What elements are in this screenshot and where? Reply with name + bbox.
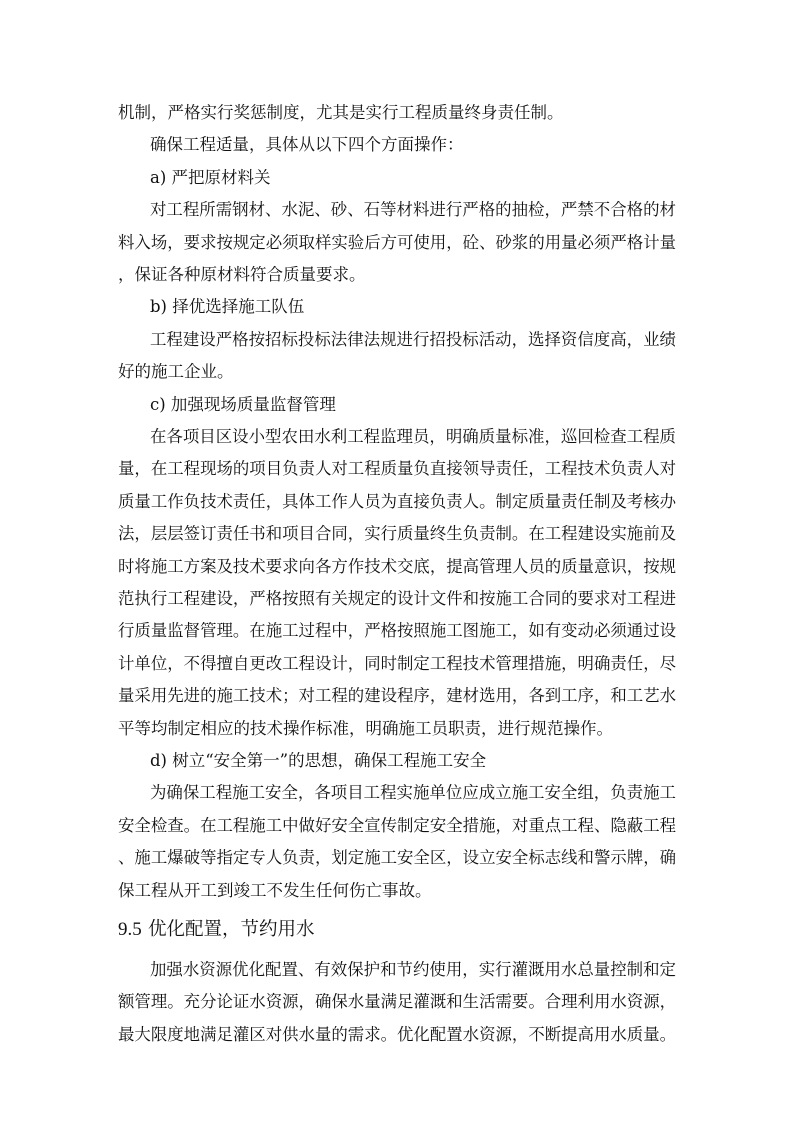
line-text: ，保证各种原材料符合质量要求。 [118,265,366,284]
body-line [0,811,793,841]
body-line [0,843,793,873]
body-line [0,778,793,808]
line-text: 计单位，不得擅自更改工程设计，同时制定工程技术管理措施，明确责任，尽 [118,654,677,673]
section-title: 优化配置，节约用水 [148,919,315,940]
section-heading [0,913,793,947]
line-text: 平等均制定相应的技术操作标准，明确施工员职责，进行规范操作。 [118,719,613,738]
line-text: 保工程从开工到竣工不发生任何伤亡事故。 [118,881,432,900]
line-text: 范执行工程建设，严格按照有关规定的设计文件和按施工合同的要求对工程进 [118,589,677,608]
body-line [0,681,793,711]
list-heading-a [0,163,793,193]
line-text: 确保工程适量，具体从以下四个方面操作： [150,135,464,154]
body-line [0,487,793,517]
line-text: 量，在工程现场的项目负责人对工程质量负直接领导责任，工程技术负责人对 [118,459,677,478]
line-text: 、施工爆破等指定专人负责，划定施工安全区，设立安全标志线和警示牌，确 [118,848,677,867]
body-line [0,454,793,484]
body-line [0,552,793,582]
line-text: 为确保工程施工安全，各项目工程实施单位应成立施工安全组，负责施工 [150,783,676,802]
line-text: 额管理。充分论证水资源，确保水量满足灌溉和生活需要。合理利用水资源， [118,992,677,1011]
body-line [0,422,793,452]
body-line [0,987,793,1017]
body-line [0,1020,793,1050]
body-line [0,130,793,160]
line-text: 工程建设严格按招标投标法律法规进行招投标活动，选择资信度高，业绩 [150,330,676,349]
line-text: 行质量监督管理。在施工过程中，严格按照施工图施工，如有变动必须通过设 [118,621,677,640]
list-heading-b [0,292,793,322]
body-line [0,228,793,258]
body-line [0,195,793,225]
body-line [0,876,793,906]
line-text: 对工程所需钢材、水泥、砂、石等材料进行严格的抽检，严禁不合格的材 [150,200,676,219]
body-line [0,98,793,128]
body-line [0,260,793,290]
body-line [0,714,793,744]
line-text: 加强水资源优化配置、有效保护和节约使用，实行灌溉用水总量控制和定 [150,960,676,979]
body-line [0,325,793,355]
line-text: 在各项目区设小型农田水利工程监理员，明确质量标准，巡回检查工程质 [150,427,676,446]
line-text: d) 树立“安全第一”的思想，确保工程施工安全 [150,751,487,770]
list-heading-c [0,390,793,420]
body-line [0,519,793,549]
line-text: 机制，严格实行奖惩制度，尤其是实行工程质量终身责任制。 [118,103,564,122]
body-line [0,584,793,614]
line-text: a) 严把原材料关 [150,168,271,187]
line-text: 安全检查。在工程施工中做好安全宣传制定安全措施，对重点工程、隐蔽工程 [118,816,677,835]
body-line [0,357,793,387]
line-text: 最大限度地满足灌区对供水量的需求。优化配置水资源，不断提高用水质量。 [118,1025,677,1044]
body-line [0,955,793,985]
line-text: 法，层层签订责任书和项目合同，实行质量终生负责制。在工程建设实施前及 [118,524,677,543]
line-text: 时将施工方案及技术要求向各方作技术交底，提高管理人员的质量意识，按规 [118,557,677,576]
line-text: 质量工作负技术责任，具体工作人员为直接负责人。制定质量责任制及考核办 [118,492,677,511]
line-text: b) 择优选择施工队伍 [150,297,305,316]
body-line [0,649,793,679]
line-text: 量采用先进的施工技术；对工程的建设程序，建材选用，各到工序，和工艺水 [118,686,677,705]
body-line [0,616,793,646]
line-text: c) 加强现场质量监督管理 [150,395,336,414]
list-heading-d [0,746,793,776]
section-number: 9.5 [118,919,142,940]
line-text: 料入场，要求按规定必须取样实验后方可使用，砼、砂浆的用量必须严格计量 [118,233,677,252]
line-text: 好的施工企业。 [118,362,234,381]
